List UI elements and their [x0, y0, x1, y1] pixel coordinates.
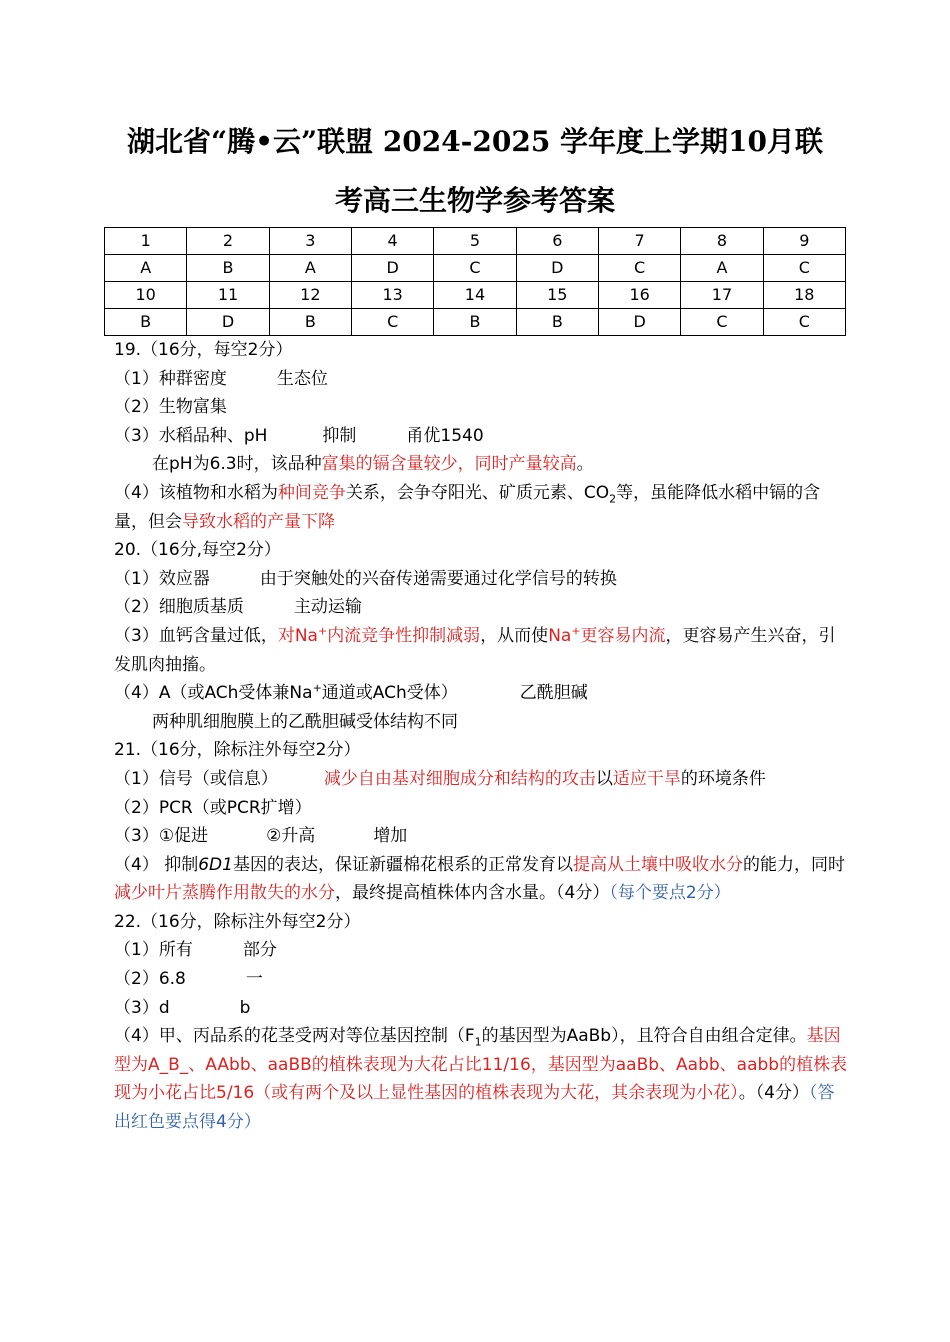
q21-p3-answer3: 增加 [373, 826, 408, 847]
text-segment: （3）血钙含量过低， [114, 625, 278, 646]
question-number-cell: 8 [681, 228, 763, 255]
q20-p1-answer2: 由于突触处的兴奋传递需要通过化学信号的转换 [259, 568, 617, 589]
q19-part4 [114, 479, 849, 536]
q21-part2: （2）PCR（或PCR扩增） [114, 797, 312, 818]
scoring-note: （每个要点2分） [609, 883, 731, 904]
key-point: 减少自由基对细胞成分和结构的攻击 [323, 768, 596, 789]
text-segment: ，从而使 [480, 625, 549, 646]
key-point: 减少叶片蒸腾作用散失的水分 [114, 883, 335, 904]
text-segment: 。（4分） [738, 1083, 810, 1104]
document-title-line2: 考高三生物学参考答案 [334, 184, 615, 217]
q21-p3-answer1: （3）①促进 [114, 826, 209, 847]
answer-cell: D [598, 309, 680, 336]
question-number-cell: 18 [763, 282, 845, 309]
q21-p3-answer2: ②升高 [266, 826, 316, 847]
q19-part3-reason [114, 450, 849, 479]
answer-cell: A [269, 255, 351, 282]
answer-cell: A [681, 255, 763, 282]
q20-part1 [114, 565, 849, 594]
q21-part3 [114, 822, 849, 851]
question-number-cell: 4 [351, 228, 433, 255]
key-point: 提高从土壤中吸收水分 [572, 854, 743, 875]
question-number-cell: 3 [269, 228, 351, 255]
q22-p3-answer1: （3）d [114, 997, 170, 1018]
q22-p3-answer2: b [239, 997, 251, 1018]
question-number-cell: 17 [681, 282, 763, 309]
text-segment: 关系，会争夺阳光、矿质元素、CO [345, 482, 610, 503]
q19-p3-answer1: （3）水稻品种、pH [114, 425, 268, 446]
question-number-cell: 16 [598, 282, 680, 309]
q21-part1 [114, 765, 849, 794]
question-number-cell: 10 [105, 282, 187, 309]
question-number-cell: 2 [187, 228, 269, 255]
q20-part4-reason: 两种肌细胞膜上的乙酰胆碱受体结构不同 [152, 711, 458, 732]
gene-name: 6D1 [198, 854, 233, 875]
text-segment: 的基因型为AaBb），且符合自由组合定律。 [481, 1026, 807, 1047]
answer-explanations [114, 336, 849, 1137]
q19-part3 [114, 422, 849, 451]
answer-table-row [105, 228, 846, 255]
answer-table-row [105, 309, 846, 336]
key-point: 种间竞争 [277, 482, 346, 503]
key-point: 更容易内流 [580, 625, 666, 646]
key-point: 内流竞争性抑制减弱 [327, 625, 481, 646]
q22-p2-answer1: （2）6.8 [114, 969, 186, 990]
answer-table-row [105, 282, 846, 309]
question-number-cell: 14 [434, 282, 516, 309]
superscript: + [571, 624, 581, 638]
text-segment: （4） 抑制 [114, 854, 199, 875]
text-segment: 通道或ACh受体） [321, 683, 458, 704]
text-segment: ，最终提高植株体内含水量。（4分） [335, 883, 610, 904]
q22-part2 [114, 965, 849, 994]
key-point: Na [548, 625, 572, 646]
answer-cell: B [434, 309, 516, 336]
q20-p1-answer1: （1）效应器 [114, 568, 210, 589]
answer-cell: D [351, 255, 433, 282]
q20-part2 [114, 593, 849, 622]
text-segment: ，更容易产生兴奋，引发肌肉抽搐。 [114, 625, 836, 675]
document-title-line1: 湖北省“腾•云”联盟 2024-2025 学年度上学期10月联 [126, 125, 824, 158]
q22-heading: 22.（16分，除标注外每空2分） [114, 911, 361, 932]
q19-part2: （2）生物富集 [114, 397, 227, 418]
q19-heading: 19.（16分，每空2分） [114, 340, 293, 360]
question-number-cell: 13 [351, 282, 433, 309]
text-segment: 的能力，同时 [742, 854, 845, 875]
text-segment: 在pH为6.3时，该品种 [152, 454, 322, 475]
answer-cell: C [598, 255, 680, 282]
key-point: 富集的镉含量较少，同时产量较高 [321, 454, 577, 475]
key-point: 导致水稻的产量下降 [182, 511, 335, 532]
q22-p1-answer2: 部分 [242, 940, 277, 961]
question-number-cell: 12 [269, 282, 351, 309]
key-point: 基因型为A_B_、AAbb、aaBB的植株表现为大花占比11/16，基因型为aaBb、Aabb、aabb的植株表现为小花占比5/16（或有两个及以上显性基因的植株表现为大花，其余表现为小花） [114, 1026, 848, 1104]
text-segment: （4）A（或ACh受体兼Na [114, 683, 313, 704]
subscript: 1 [474, 1035, 482, 1049]
question-number-cell: 7 [598, 228, 680, 255]
answer-cell: A [105, 255, 187, 282]
question-number-cell: 1 [105, 228, 187, 255]
question-number-cell: 5 [434, 228, 516, 255]
answer-cell: C [434, 255, 516, 282]
text-segment: （4）该植物和水稻为 [114, 482, 278, 503]
key-point: 适应干旱 [612, 768, 681, 789]
q20-p4-answer2: 乙酰胆碱 [519, 683, 588, 704]
question-number-cell: 6 [516, 228, 598, 255]
answer-cell: C [351, 309, 433, 336]
answer-cell: B [516, 309, 598, 336]
q20-heading: 20.（16分,每空2分） [114, 540, 281, 561]
answer-cell: C [681, 309, 763, 336]
question-number-cell: 15 [516, 282, 598, 309]
superscript: + [312, 681, 322, 695]
q22-p2-answer2: 一 [245, 969, 263, 990]
text-segment: 基因的表达，保证新疆棉花根系的正常发育以 [232, 854, 573, 875]
answer-cell: B [187, 255, 269, 282]
answer-cell: B [105, 309, 187, 336]
text-segment: 以 [595, 768, 613, 789]
answer-cell: B [269, 309, 351, 336]
key-point: 对Na [277, 625, 318, 646]
answer-table [104, 227, 846, 336]
q20-part4 [114, 679, 849, 708]
q22-p1-answer1: （1）所有 [114, 940, 193, 961]
q19-p1-answer1: （1）种群密度 [114, 368, 227, 389]
q20-part3 [114, 622, 849, 679]
q19-p3-answer3: 甬优1540 [406, 425, 484, 446]
q22-part1 [114, 936, 849, 965]
scoring-note: （答出红色要点得4分） [114, 1083, 835, 1133]
subscript: 2 [609, 492, 617, 506]
q22-part4 [114, 1022, 849, 1136]
q19-p3-answer2: 抑制 [322, 425, 357, 446]
question-number-cell: 11 [187, 282, 269, 309]
answer-cell: D [516, 255, 598, 282]
answer-cell: C [763, 309, 845, 336]
q19-p1-answer2: 生态位 [276, 368, 328, 389]
q21-p1-answer1: （1）信号（或信息） [114, 768, 278, 789]
answer-cell: C [763, 255, 845, 282]
q20-p2-answer1: （2）细胞质基质 [114, 597, 244, 618]
answer-cell: D [187, 309, 269, 336]
answer-table-row [105, 255, 846, 282]
text-segment: 等，虽能降低水稻中镉的含量，但会 [114, 482, 821, 532]
q21-part4 [114, 851, 849, 908]
q22-part3 [114, 994, 849, 1023]
superscript: + [317, 624, 328, 638]
q21-heading: 21.（16分，除标注外每空2分） [114, 740, 361, 761]
text-segment: （4）甲、丙品系的花茎受两对等位基因控制（F [114, 1026, 475, 1047]
q19-part1 [114, 365, 849, 394]
question-number-cell: 9 [763, 228, 845, 255]
text-segment: 的环境条件 [680, 768, 766, 789]
q20-p2-answer2: 主动运输 [293, 597, 362, 618]
text-segment: 。 [576, 454, 594, 475]
